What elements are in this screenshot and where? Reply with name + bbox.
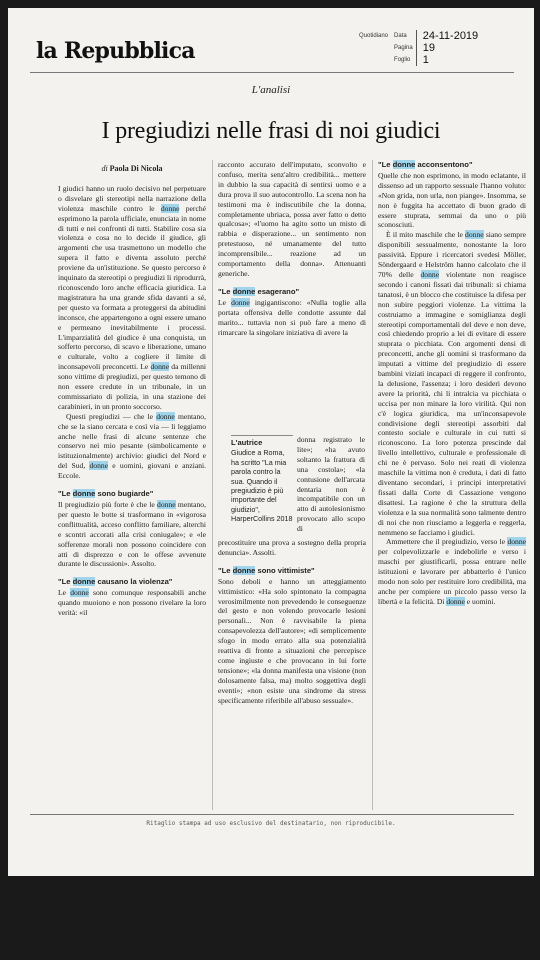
subheading: "Le donne causano la violenza" <box>58 577 173 587</box>
highlighted-word: donne <box>160 203 180 213</box>
highlighted-word: donne <box>231 297 250 307</box>
highlighted-word: donne <box>72 577 96 587</box>
clipping-disclaimer: Ritaglio stampa ad uso esclusivo del destinatario, non riproducibile. <box>146 820 396 827</box>
highlighted-word: donne <box>89 461 109 471</box>
byline <box>58 164 206 174</box>
highlighted-word: donne <box>156 411 175 421</box>
highlighted-word: donne <box>72 489 96 499</box>
footer-rule <box>30 814 514 815</box>
paragraph: Le donne sono comunque responsabili anche quando muoiono e non possono rivelare la loro verità: «il <box>58 588 206 618</box>
newspaper-clipping <box>8 8 534 876</box>
paragraph: racconto accurato dell'imputato, sconvolto e confuso, merita senz'altro credibilità... mettere in dubbio la sua capacità di sentirsi uomo e a dura prova il suo autocontrollo. La scena non ha testimoni ma è indiscutibile che la donna, completamente ubriaca, possa aver fatto o detto qualcosa»; «l'uomo ha agito sotto un misto di rabbia e disperazione... un sentimento non pretestuoso, né umanamente del tutto incomprensibile... reazione ad un comportamento della donna». Attenuanti generiche. <box>218 160 366 278</box>
column-divider <box>212 160 213 810</box>
highlighted-word: donne <box>232 565 256 575</box>
column-3 <box>378 160 526 607</box>
paragraph: Ammettere che il pregiudizio, verso le donne per colpevolizzarle e indebolirle e verso i maschi per giustificarli, possa entrare nelle istituzioni e lavorare per abbatterlo è l'unico modo non solo per restituire loro credibilità, ma anche per compiere un piccolo passo verso la libertà e la felicità. Di donne e uomini. <box>378 537 526 606</box>
column-divider <box>372 160 373 810</box>
highlighted-word: donne <box>150 362 170 372</box>
paragraph: I giudici hanno un ruolo decisivo nel perpetuare o disvelare gli stereotipi nella narrazione della violenza maschile contro le donne perché esprimono la parola ufficiale, enunciata in nome di tutti e nei confronti di tutti. Stabilire cosa sia violenza e cosa no lo decide il giudice, gli argomenti che usa trasmettono un modello che supera il fatto e diventa assoluto perché proviene da un'istituzione. Se questo percorso è inquinato da stereotipi o pregiudizi li riprodurrà, riconoscendo loro anche efficacia giuridica. La magistratura ha una grande sfida davanti a sé, per questo va formata a proteggersi da abitudini inconsce, che appartengono a ogni essere umano e permeano inevitabilmente i processi. L'imparzialità del giudice è una conquista, un sofferto percorso, di scavo e liberazione, umano e culturale, volto a cogliere il limite di inconsapevoli preconcetti. Le donne da millenni sono vittime di pregiudizi, per questo temono di non essere credute in un tribunale, in un commissariato di polizia, in una stazione dei carabinieri, in un pronto soccorso. <box>58 183 206 411</box>
highlighted-word: donne <box>420 269 440 279</box>
article-kicker: L'analisi <box>251 84 291 96</box>
foglio-value: 1 <box>416 54 481 66</box>
column-1 <box>58 164 206 618</box>
clipping-metadata <box>356 30 481 66</box>
highlighted-word: donne <box>507 537 526 547</box>
highlighted-word: donne <box>157 500 176 509</box>
paragraph-beside-box: donna registrato le lite»; «ha avuto soltanto la frattura di una costola»; «la contusione dell'arcata dentaria non è incompatibile con un atto di autolesionismo provocato allo scopo di <box>297 435 365 534</box>
author-box-title: L'autrice <box>231 438 263 447</box>
paragraph: Il pregiudizio più forte è che le donne mentano, per questo le botte si trasformano in «vigorosa conflittualità, acceso conflitto familiare, alterchi e scontri accorati alla crisi coniugale»; e «le sofferenze morali non possono coincidere con atti di disprezzo e con le offese avvenute durante le discussioni». Assolto. <box>58 500 206 569</box>
pagina-value: 19 <box>416 42 481 54</box>
highlighted-word: donne <box>70 588 89 598</box>
highlighted-word: donne <box>232 286 256 296</box>
quotidiano-label: Quotidiano <box>359 33 389 39</box>
subheading: "Le donne sono bugiarde" <box>58 489 154 499</box>
column-2 <box>218 160 366 337</box>
header-rule <box>30 72 514 73</box>
subheading: "Le donne sono vittimiste" <box>218 565 315 575</box>
author-box-text: Giudice a Roma, ha scritto "La mia parola contro la sua. Quando il pregiudizio è più importante del giudizio", HarperCollins 2018 <box>231 448 293 524</box>
column-2-lower <box>218 538 366 706</box>
subheading: "Le donne esagerano" <box>218 286 300 296</box>
highlighted-word: donne <box>392 160 416 169</box>
paragraph: Sono deboli e hanno un atteggiamento vittimistico: «Ha solo spintonato la compagna verosimilmente non prevedendo le conseguenze del gesto e non volendo provocarle lesioni personali... Non è ravvisabile la piena consapevolezza dell'autore»; «di semplicemente sfogo in modo errato alla sua potenzialità reattiva di fronte a situazioni che percepisce come ingiuste e che provocano in lui forte tensione»; «la donna manifesta una visione (non dolosamente falsa, ma) molto soggettiva degli eventi»; «non esiste una sindrome da stress specificamente riferibile all'abuso sessuale». <box>218 576 366 705</box>
data-label: Data <box>394 33 407 39</box>
highlighted-word: donne <box>446 596 465 606</box>
paragraph: Questi pregiudizi — che le donne mentano, che se la siano cercata e così via — li leggiamo anche nelle frasi di alcune sentenze che conservo nei mio pesante (simbolicamente e istituzionalmente) archivio: giudici del Nord e del Sud, donne e uomini, giovani e anziani. Eccole. <box>58 411 207 481</box>
byline-prefix: di <box>101 164 108 173</box>
byline-author: Paola Di Nicola <box>109 164 163 173</box>
paragraph: precostituire una prova a sostegno della propria denuncia». Assolti. <box>218 538 366 557</box>
pagina-label: Pagina <box>394 45 413 51</box>
subheading: "Le donne acconsentono" <box>378 160 473 169</box>
data-value: 24-11-2019 <box>416 30 481 42</box>
paragraph: Quelle che non esprimono, in modo eclatante, il dissenso ad un rapporto sessuale l'hanno voluto: «Non grida, non urla, non piange». Insomma, se non è fuggita ha accettato di buon grado di essere stuprata, semmai da uno o più sconosciuti. <box>378 170 526 230</box>
paragraph: È il mito maschile che le donne siano sempre disponibili sessualmente, nonostante la loro passività. Eppure i ricercatori svedesi Möller, Söndergaard e Helström hanno calcolato che il 70% delle donne violentate non reagisce secondo i canoni fissati dai tribunali: si chiama tanatosi, è un blocco che costituisce la difesa per non subire peggiori violenze. La vittima la costruiamo a immagine e somiglianza degli stereotipi comportamentali del deve e non deve, così chiedendo proprio a lei di evitare di essere stuprata o picchiata. Con argomenti densi di preconcetti, anche gli uomini si trasformano da imputati a vittime del pregiudizio di essere bambini viziati incapaci di reggere il confronto, la delusione, l'assenza; i loro desideri devono avere la priorità, chi li intralcia va picchiata o uccisa per non minare la loro virilità. Qui non c'è logica giuridica, ma un'inconsapevole condivisione degli stereotipi assorbiti dal contesto sociale e culturale in cui tutti si riconoscono. La loro potenza prescinde dal livello intellettivo, culturale e professionale di chi ne è pervaso. Solo nei reati di violenza maschile la vittima non è creduta, i dati di fatto diventano secondari, i principi interpretativi fissati dalla Corte di Cassazione vengono disattesi. La ragione è che la struttura della violenza e la sua normalità sono talmente dentro di noi che non riusciamo a leggerla e reggerla, nemmeno se facciamo i giudici. <box>378 230 526 537</box>
foglio-label: Foglio <box>394 57 411 63</box>
author-box <box>231 435 293 524</box>
article-title: I pregiudizi nelle frasi di noi giudici <box>101 118 441 144</box>
highlighted-word: donne <box>465 230 484 240</box>
paragraph: Le donne ingigantiscono: «Nulla toglie alla portata offensiva delle condotte assunte dal marito... tuttavia non si può fare a meno di rimarcare la singolare iniziativa di avere la <box>218 297 366 337</box>
masthead-logo: la Repubblica <box>36 38 195 64</box>
